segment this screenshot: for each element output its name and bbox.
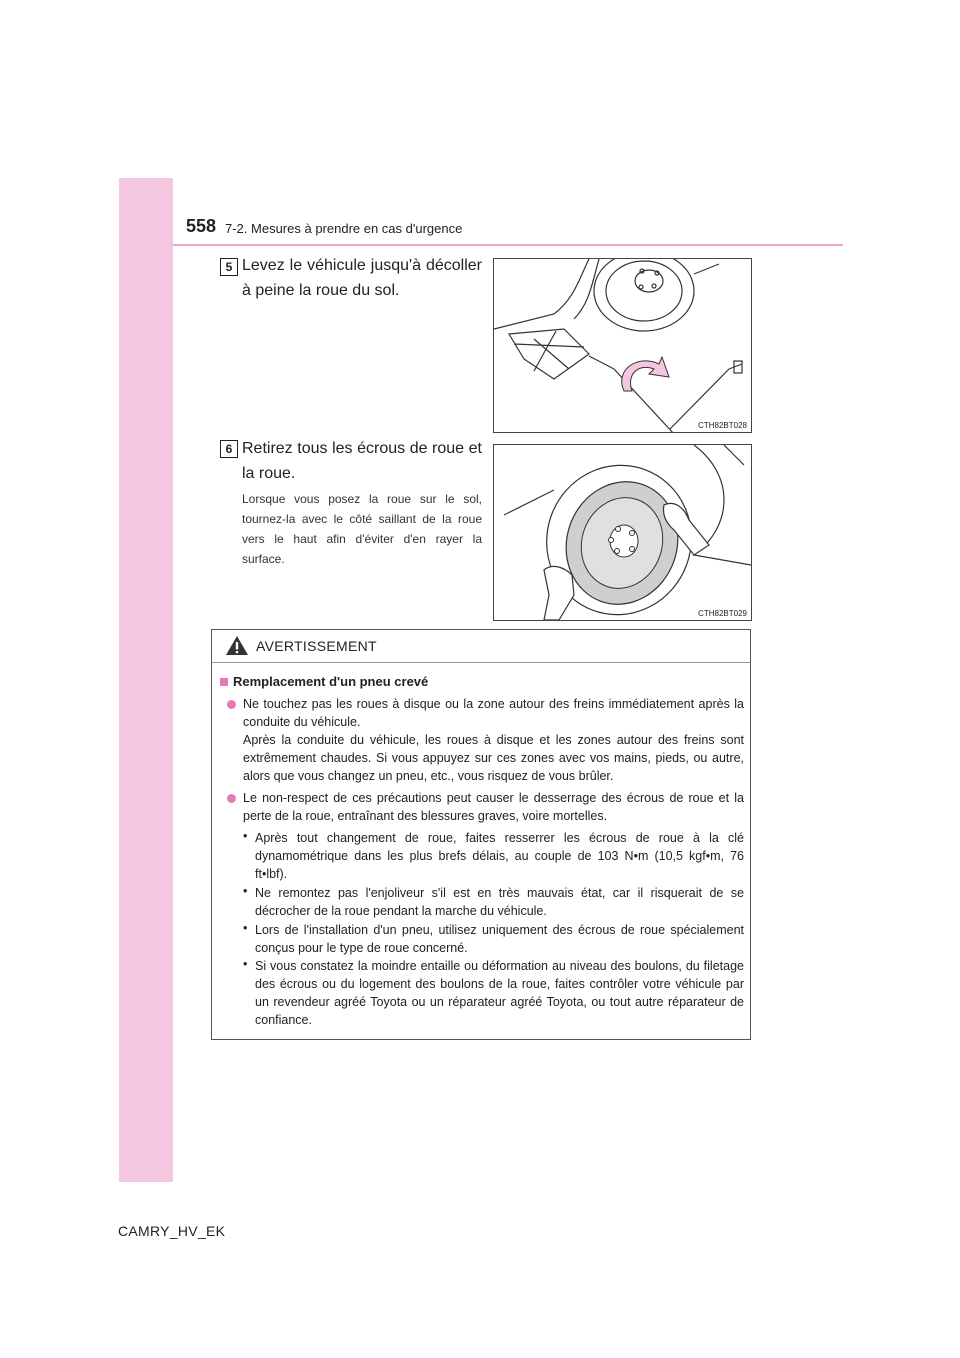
warning-item-2: Le non-respect de ces précautions peut causer le desserrage des écrous de roue et la perte de la roue, entraînant des blessures graves, voire mortelles. [243,791,744,823]
warning-item-1-text2: Après la conduite du véhicule, les roues à disque et les zones autour des freins sont extrêmement chaudes. Si vous appuyez sur ces zones avec vos mains, pieds, ou autre, alors que vous changez un pneu, etc., vous risquez de vous brûler. [243,733,744,783]
figure-wheel-removal [493,444,752,621]
warning-item-1 [243,695,744,785]
square-bullet-icon [220,678,228,686]
section-title: 7-2. Mesures à prendre en cas d'urgence [225,221,463,236]
step-5-text: Levez le véhicule jusqu'à décoller à peine la roue du sol. [242,257,482,299]
list-bullet: • [243,957,248,971]
bullet-dot-icon [227,794,236,803]
warning-subitem-4: Si vous constatez la moindre entaille ou déformation au niveau des boulons, du filetage des écrous ou du logement des boulons de la roue, faites contrôler votre véhicule par un revendeur agréé Toyota ou un réparateur agréé Toyota, ou tout autre réparateur de confiance. [255,959,744,1027]
list-bullet: • [243,829,248,843]
page-number: 558 [186,216,217,236]
bullet-dot-icon [227,700,236,709]
warning-item-1-text: Ne touchez pas les roues à disque ou la zone autour des freins immédiatement après la conduite du véhicule. [243,697,744,729]
jack-lifting-illustration [494,259,751,432]
warning-subitem-3: Lors de l'installation d'un pneu, utilisez uniquement des écrous de roue spécialement conçus pour le type de roue concerné. [255,923,744,955]
list-bullet: • [243,921,248,935]
figure-code: CTH82BT028 [698,421,747,430]
step-number-5: 5 [220,258,238,276]
warning-subheading [220,674,428,689]
warning-subheading-text: Remplacement d'un pneu crevé [233,674,429,689]
wheel-removal-illustration [494,445,751,620]
chapter-sidebar [119,178,173,1182]
warning-box [211,629,751,1040]
warning-subitem-1: Après tout changement de roue, faites resserrer les écrous de roue à la clé dynamométrique dans les plus brefs délais, au couple de 103 N•m (10,5 kgf•m, 76 ft•lbf). [255,831,744,881]
step-number-6: 6 [220,440,238,458]
figure-jack-lifting [493,258,752,433]
warning-header [212,630,750,663]
step-6-note: Lorsque vous posez la roue sur le sol, tournez-la avec le côté saillant de la roue vers le haut afin d'éviter d'en rayer la surface. [242,492,482,566]
warning-subitem-2: Ne remontez pas l'enjoliveur s'il est en très mauvais état, car il risquerait de se décrocher de la roue pendant la marche du véhicule. [255,886,744,918]
warning-title: AVERTISSEMENT [256,638,377,654]
model-code: CAMRY_HV_EK [118,1223,226,1239]
figure-code: CTH82BT029 [698,609,747,618]
warning-triangle-icon [225,635,249,656]
header-rule [173,244,843,246]
list-bullet: • [243,884,248,898]
step-6-text: Retirez tous les écrous de roue et la roue. [242,440,482,482]
